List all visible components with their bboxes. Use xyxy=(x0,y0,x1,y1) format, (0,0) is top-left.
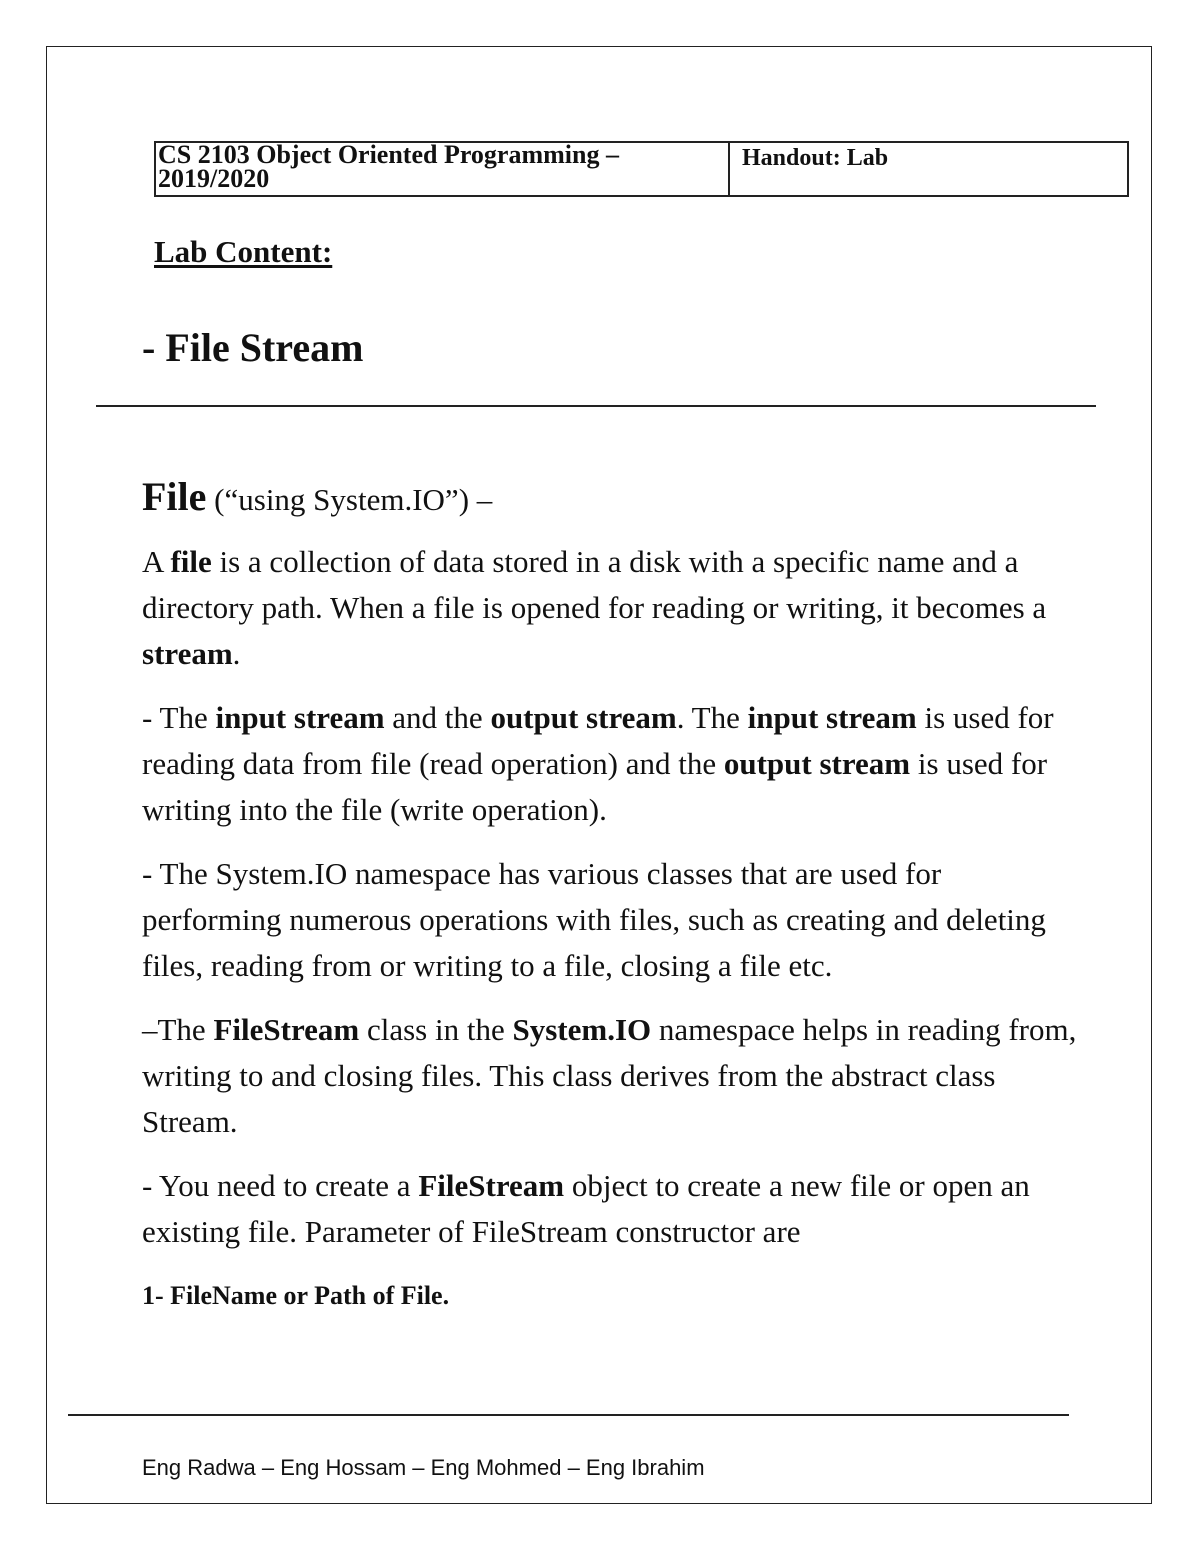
paragraph-1 xyxy=(142,539,1082,677)
text-run: and the xyxy=(384,700,491,735)
footer-authors: Eng Radwa – Eng Hossam – Eng Mohmed – Eng Ibrahim xyxy=(142,1455,705,1480)
paragraph-2 xyxy=(142,695,1082,833)
bottom-divider xyxy=(68,1414,1069,1416)
text-run: . xyxy=(232,636,241,671)
section-title: - File Stream xyxy=(142,325,364,370)
paragraph-3: - The System.IO namespace has various classes that are used for performing numerous operations with files, such as creating and deleting files, reading from or writing to a file, closing a file etc. xyxy=(142,856,1046,983)
list-item-filename: 1- FileName or Path of File. xyxy=(142,1281,450,1310)
bold-run: System.IO xyxy=(512,1012,652,1047)
text-run: –The xyxy=(142,1012,214,1047)
bold-run: stream xyxy=(142,636,233,671)
file-heading xyxy=(142,474,1082,523)
bold-run: file xyxy=(170,544,212,579)
text-run: A xyxy=(142,544,171,579)
bold-run: output stream xyxy=(490,700,677,735)
text-run: namespace helps in reading from, writing to and closing files. This class derives from the abstract class Stream. xyxy=(142,1012,1077,1139)
bold-run: input stream xyxy=(215,700,385,735)
lab-content-heading: Lab Content: xyxy=(154,234,333,269)
text-run: is used for writing into the file (write operation). xyxy=(142,746,1048,827)
header-table xyxy=(154,141,1129,197)
handout-label: Handout: Lab xyxy=(742,145,889,171)
paragraph-5 xyxy=(142,1163,1082,1255)
text-run: - You need to create a xyxy=(142,1168,419,1203)
text-run: . The xyxy=(676,700,748,735)
text-run: is used for reading data from file (read operation) and the xyxy=(142,700,1054,781)
document-body xyxy=(142,474,1082,1319)
paragraph-4 xyxy=(142,1007,1082,1145)
course-title: CS 2103 Object Oriented Programming – 2019/2020 xyxy=(156,143,730,195)
bold-run: output stream xyxy=(723,746,911,781)
bold-run: FileStream xyxy=(213,1012,360,1047)
text-run: class in the xyxy=(359,1012,513,1047)
text-run: object to create a new file or open an existing file. Parameter of FileStream constructor are xyxy=(142,1168,1030,1249)
top-divider xyxy=(96,405,1096,407)
file-heading-rest: (“using System.IO”) – xyxy=(206,482,493,517)
text-run: is a collection of data stored in a disk with a specific name and a directory path. When a file is opened for reading or writing, it becomes a xyxy=(142,544,1047,625)
file-heading-bold: File xyxy=(142,474,207,519)
bold-run: input stream xyxy=(747,700,917,735)
bold-run: FileStream xyxy=(418,1168,565,1203)
text-run: - The xyxy=(142,700,216,735)
